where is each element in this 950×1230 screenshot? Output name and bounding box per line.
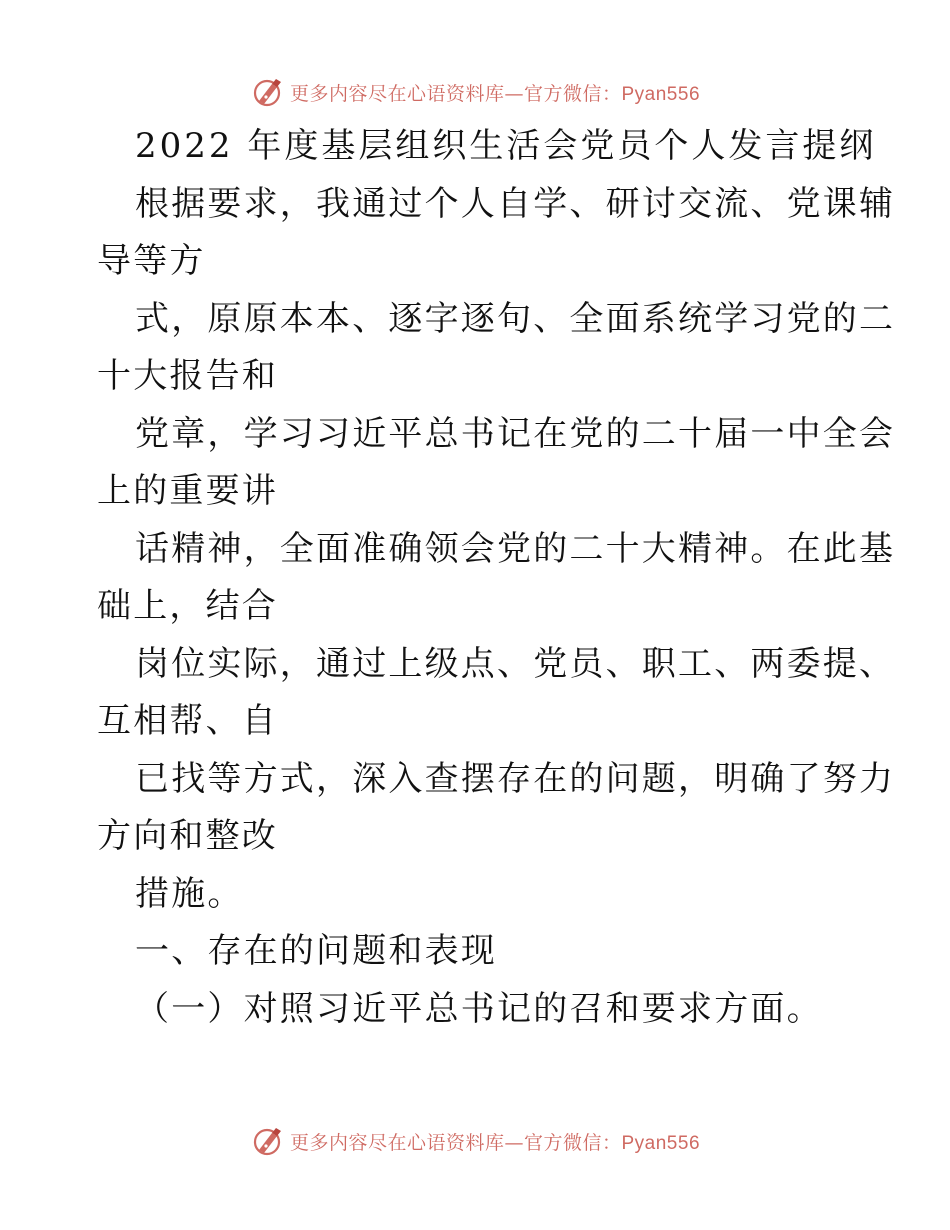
section-heading: 一、存在的问题和表现	[135, 931, 497, 971]
watermark-text	[290, 1128, 700, 1155]
document-body	[97, 118, 896, 1038]
paragraph-line: 已找等方式，深入查摆存在的问题，明确了努力	[135, 758, 896, 799]
paragraph-line: 措施。	[135, 873, 244, 914]
paragraph-line: 式，原原本本、逐字逐句、全面系统学习党的二	[135, 298, 896, 339]
paragraph-line: 互相帮、自	[97, 701, 278, 741]
watermark-wechat-id: Pyan556	[621, 1132, 701, 1154]
subsection-heading: （一）对照习近平总书记的召和要求方面。	[135, 988, 823, 1029]
watermark-text	[290, 79, 700, 106]
watermark-text-cn: 更多内容尽在心语资料库—官方微信：	[289, 1131, 622, 1154]
paragraph-line: 上的重要讲	[97, 471, 278, 511]
document-title: 2022 年度基层组织生活会党员个人发言提纲	[135, 126, 877, 166]
watermark-wechat-id: Pyan556	[621, 83, 701, 105]
paragraph-line: 岗位实际，通过上级点、党员、职工、两委提、	[135, 643, 896, 684]
paragraph-line: 十大报告和	[97, 356, 278, 396]
paragraph-line: 根据要求，我通过个人自学、研讨交流、党课辅	[135, 183, 896, 224]
watermark-text-cn: 更多内容尽在心语资料库—官方微信：	[289, 82, 622, 105]
paragraph-line: 导等方	[97, 241, 206, 281]
pen-nib-circle-icon	[250, 1124, 284, 1158]
footer-watermark	[0, 1119, 950, 1163]
paragraph-line: 础上，结合	[97, 586, 278, 626]
paragraph-line: 话精神，全面准确领会党的二十大精神。在此基	[135, 528, 896, 569]
paragraph-line: 方向和整改	[97, 816, 278, 856]
header-watermark	[0, 70, 950, 114]
pen-nib-circle-icon	[250, 75, 284, 109]
paragraph-line: 党章，学习习近平总书记在党的二十届一中全会	[135, 413, 896, 454]
